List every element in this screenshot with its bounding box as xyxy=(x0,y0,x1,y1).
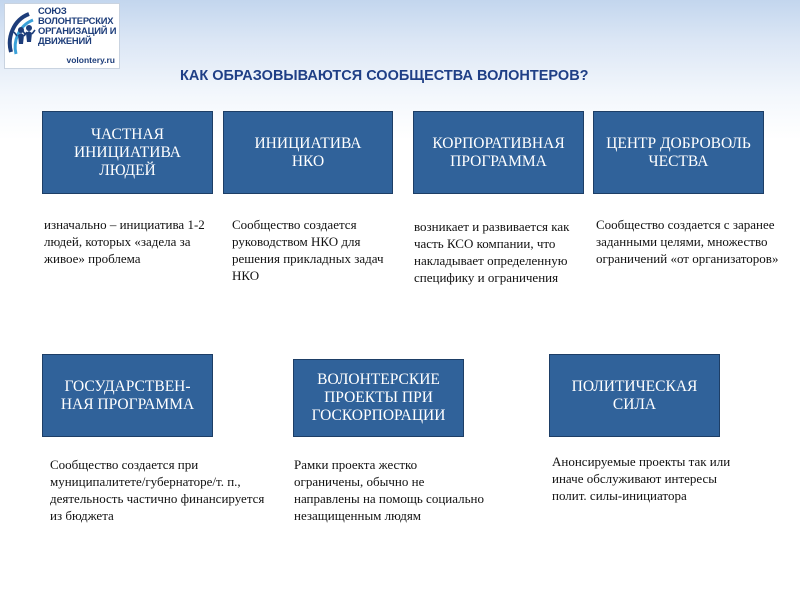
node-description: Рамки проекта жестко ограничены, обычно не направлены на помощь социально незащищенным людям xyxy=(294,457,484,523)
node-box-political-force xyxy=(549,354,720,437)
node-description: возникает и развивается как часть КСО компании, что накладывает определенную специфику и ограничения xyxy=(414,219,570,285)
node-box-nko-initiative xyxy=(223,111,393,194)
node-label: ИНИЦИАТИВА НКО xyxy=(254,134,362,170)
node-box-private-initiative xyxy=(42,111,213,194)
node-label: КОРПОРАТИВНАЯ ПРОГРАММА xyxy=(432,134,565,170)
node-label: ПОЛИТИЧЕСКАЯ СИЛА xyxy=(571,377,698,413)
node-description: Сообщество создается с заранее заданными целями, множество ограничений «от организаторов» xyxy=(596,217,779,266)
node-description: Анонсируемые проекты так или иначе обслуживают интересы полит. силы-инициатора xyxy=(552,454,731,503)
node-description: Сообщество создается при муниципалитете/губернаторе/т. п., деятельность частично финансируется из бюджета xyxy=(50,457,265,523)
node-box-volunteer-center xyxy=(593,111,764,194)
node-label: ВОЛОНТЕРСКИЕ ПРОЕКТЫ ПРИ ГОСКОРПОРАЦИИ xyxy=(311,371,446,424)
logo xyxy=(4,3,120,69)
node-box-corporate-program xyxy=(413,111,584,194)
node-description: Сообщество создается руководством НКО для решения прикладных задач НКО xyxy=(232,217,384,283)
node-box-state-corporation-projects xyxy=(293,359,464,437)
node-box-state-program xyxy=(42,354,213,437)
node-description: изначально – инициатива 1-2 людей, которых «задела за живое» проблема xyxy=(44,217,205,266)
node-label: ЧАСТНАЯ ИНИЦИАТИВА ЛЮДЕЙ xyxy=(73,125,182,179)
logo-url: volontery.ru xyxy=(66,55,115,65)
logo-text: СОЮЗ ВОЛОНТЕРСКИХ ОРГАНИЗАЦИЙ И ДВИЖЕНИЙ xyxy=(38,5,117,46)
page-title: КАК ОБРАЗОВЫВАЮТСЯ СООБЩЕСТВА ВОЛОНТЕРОВ? xyxy=(180,68,589,84)
volunteer-union-emblem-icon xyxy=(7,8,41,58)
node-label: ГОСУДАРСТВЕН-НАЯ ПРОГРАММА xyxy=(60,377,195,413)
node-label: ЦЕНТР ДОБРОВОЛЬЧЕСТВА xyxy=(606,134,751,170)
